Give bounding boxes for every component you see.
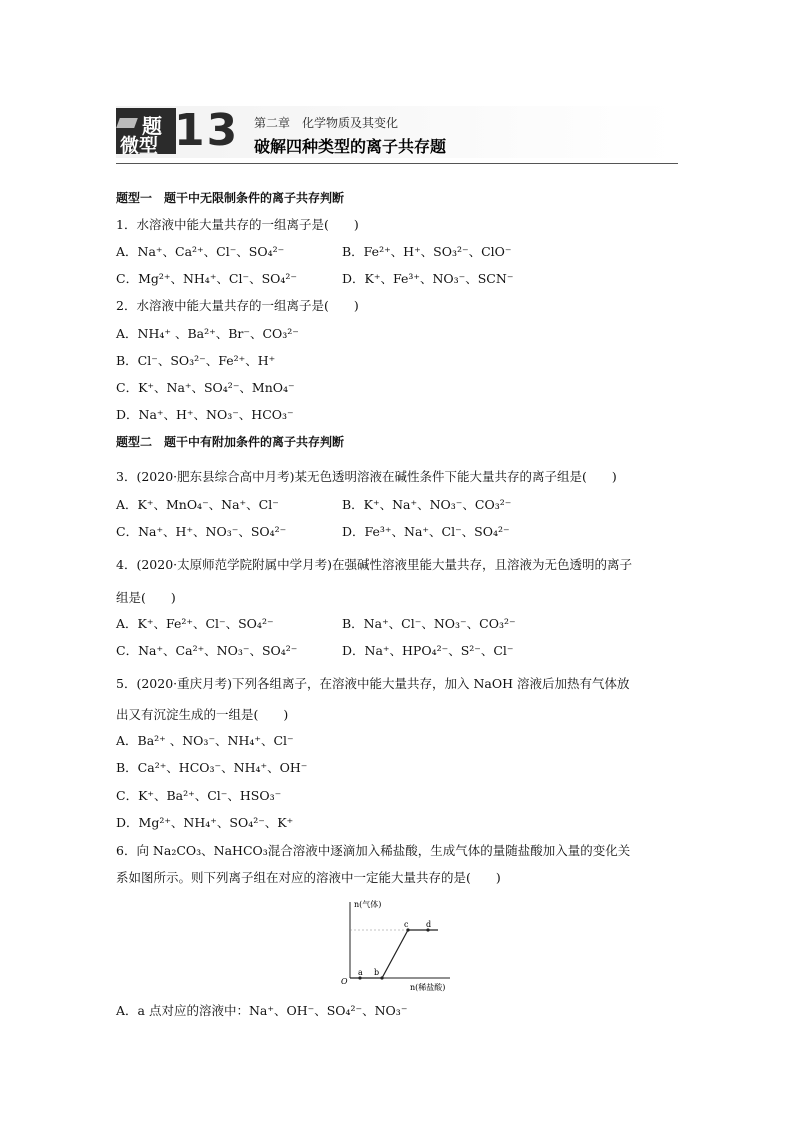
question-6-stem-line2: 系如图所示。则下列离子组在对应的溶液中一定能大量共存的是( ) (116, 870, 501, 885)
page-title: 破解四种类型的离子共存题 (254, 137, 447, 156)
point-b-label: b (374, 968, 380, 977)
q5-option-b: B．Ca²⁺、HCO₃⁻、NH₄⁺、OH⁻ (116, 760, 308, 775)
q2-option-d: D．Na⁺、H⁺、NO₃⁻、HCO₃⁻ (116, 407, 294, 422)
q4-option-a: A．K⁺、Fe²⁺、Cl⁻、SO₄²⁻ (116, 616, 274, 631)
q3-option-b: B．K⁺、Na⁺、NO₃⁻、CO₃²⁻ (342, 497, 512, 512)
question-6-stem-line1: 6．向 Na₂CO₃、NaHCO₃混合溶液中逐滴加入稀盐酸，生成气体的量随盐酸加入量的变化关 (116, 843, 631, 858)
q4-option-c: C．Na⁺、Ca²⁺、NO₃⁻、SO₄²⁻ (116, 643, 298, 658)
title-banner (116, 100, 676, 162)
badge-char-ti: 题 (142, 114, 162, 138)
q4-option-d: D．Na⁺、HPO₄²⁻、S²⁻、Cl⁻ (342, 643, 514, 658)
gas-vs-acid-graph (338, 898, 456, 992)
topic-badge (116, 108, 176, 157)
origin-label: O (341, 977, 348, 986)
section-heading-2: 题型二 题干中有附加条件的离子共存判断 (116, 435, 345, 449)
question-2-stem: 2．水溶液中能大量共存的一组离子是( ) (116, 298, 359, 313)
header-divider (116, 163, 678, 164)
question-1-stem: 1．水溶液中能大量共存的一组离子是( ) (116, 217, 359, 232)
point-a-label: a (358, 968, 363, 977)
question-5-stem-line2: 出又有沉淀生成的一组是( ) (116, 707, 289, 722)
q5-option-c: C．K⁺、Ba²⁺、Cl⁻、HSO₃⁻ (116, 788, 282, 803)
q1-option-b: B．Fe²⁺、H⁺、SO₃²⁻、ClO⁻ (342, 244, 512, 259)
q2-option-b: B．Cl⁻、SO₃²⁻、Fe²⁺、H⁺ (116, 353, 276, 368)
badge-decoration (116, 118, 138, 128)
q5-option-d: D．Mg²⁺、NH₄⁺、SO₄²⁻、K⁺ (116, 815, 294, 830)
y-axis-label: n(气体) (354, 900, 382, 909)
gas-curve (350, 930, 438, 978)
q1-option-c: C．Mg²⁺、NH₄⁺、Cl⁻、SO₄²⁻ (116, 271, 298, 286)
question-3-stem: 3．(2020·肥东县综合高中月考)某无色透明溶液在碱性条件下能大量共存的离子组是( ) (116, 469, 617, 484)
q2-option-a: A．NH₄⁺ 、Ba²⁺、Br⁻、CO₃²⁻ (116, 326, 299, 341)
section-heading-1: 题型一 题干中无限制条件的离子共存判断 (116, 191, 345, 205)
question-4-stem-line2: 组是( ) (116, 590, 176, 605)
q6-option-a: A．a 点对应的溶液中：Na⁺、OH⁻、SO₄²⁻、NO₃⁻ (116, 1003, 408, 1018)
x-axis-label: n(稀盐酸) (410, 983, 446, 992)
q5-option-a: A．Ba²⁺ 、NO₃⁻、NH₄⁺、Cl⁻ (116, 733, 294, 748)
question-5-stem-line1: 5．(2020·重庆月考)下列各组离子，在溶液中能大量共存，加入 NaOH 溶液后加热有气体放 (116, 676, 630, 691)
chapter-label: 第二章 化学物质及其变化 (254, 116, 399, 130)
question-4-stem-line1: 4．(2020·太原师范学院附属中学月考)在强碱性溶液里能大量共存，且溶液为无色透明的离子 (116, 557, 632, 572)
q2-option-c: C．K⁺、Na⁺、SO₄²⁻、MnO₄⁻ (116, 380, 295, 395)
topic-number: 13 (174, 105, 240, 156)
q1-option-a: A．Na⁺、Ca²⁺、Cl⁻、SO₄²⁻ (116, 244, 285, 259)
badge-char-weixing: 微型 (120, 135, 159, 157)
point-c-label: c (404, 920, 409, 929)
q1-option-d: D．K⁺、Fe³⁺、NO₃⁻、SCN⁻ (342, 271, 514, 286)
point-b (380, 976, 383, 979)
q3-option-d: D．Fe³⁺、Na⁺、Cl⁻、SO₄²⁻ (342, 524, 510, 539)
q3-option-a: A．K⁺、MnO₄⁻、Na⁺、Cl⁻ (116, 497, 279, 512)
q3-option-c: C．Na⁺、H⁺、NO₃⁻、SO₄²⁻ (116, 524, 287, 539)
point-d-label: d (426, 920, 432, 929)
q4-option-b: B．Na⁺、Cl⁻、NO₃⁻、CO₃²⁻ (342, 616, 516, 631)
